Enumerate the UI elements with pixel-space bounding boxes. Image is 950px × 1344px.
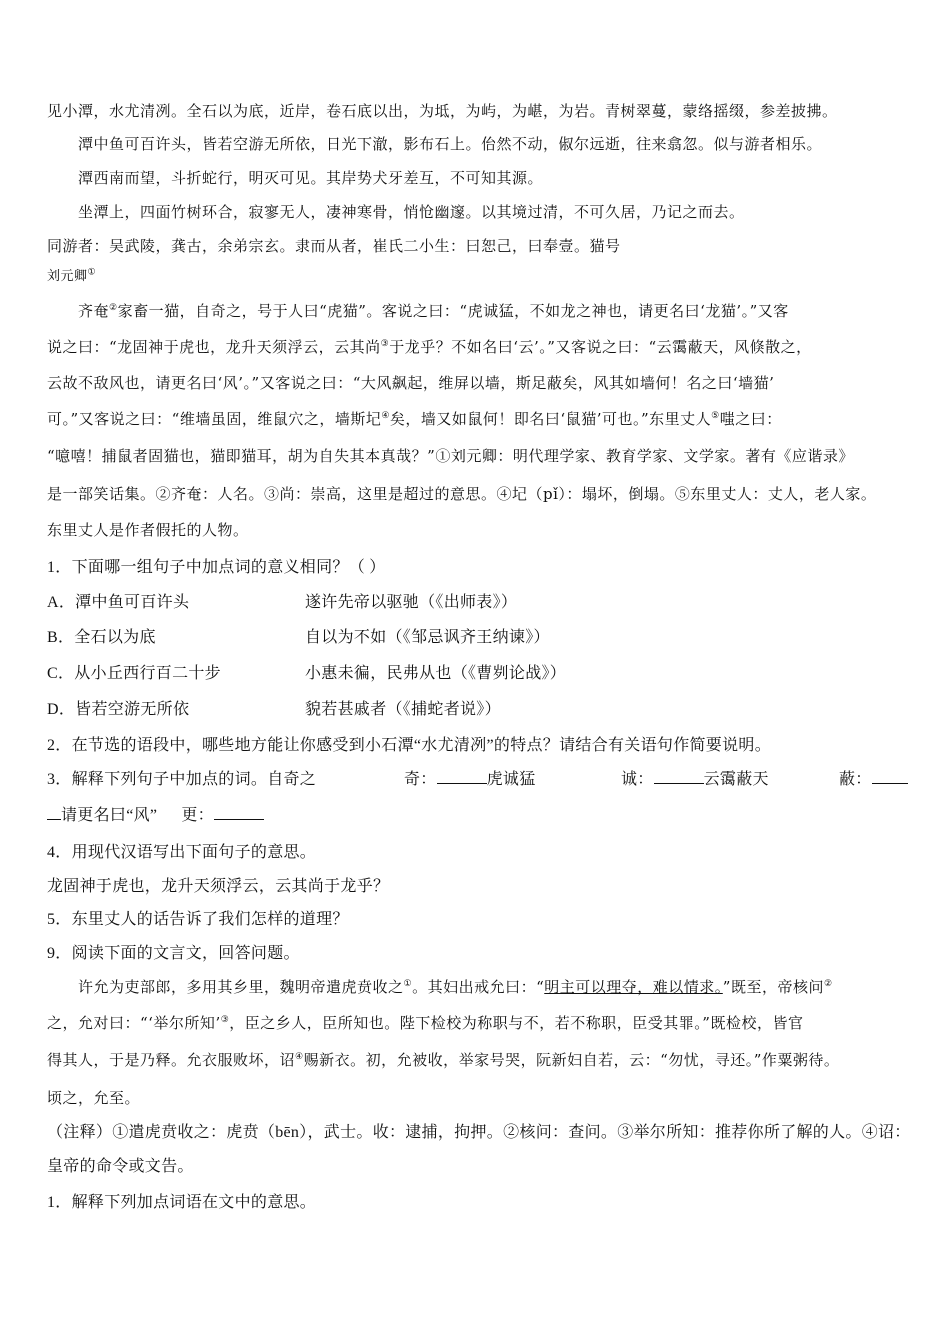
- option-c: [47, 663, 909, 685]
- footnote-mark: ⑤: [711, 411, 720, 421]
- passage3-line: 顷之，允至。: [47, 1089, 141, 1107]
- footnote-mark: ③: [220, 1015, 230, 1025]
- footnote-mark: ④: [295, 1052, 304, 1062]
- answer-blank[interactable]: [654, 769, 704, 784]
- answer-blank[interactable]: [437, 769, 487, 784]
- option-right: 遂许先帝以驱驰（《出师表》）: [305, 594, 518, 611]
- passage2-line: [78, 300, 909, 322]
- passage1-line: 同游者：吴武陵，龚古，余弟宗玄。隶而从者，崔氏二小生：曰恕己，曰奉壹。猫号: [47, 237, 621, 255]
- option-b: [47, 627, 909, 649]
- underlined-sentence: 明主可以理夺，难以情求。: [544, 978, 723, 996]
- text-span: 奇：: [404, 771, 437, 788]
- author-name: 刘元卿: [47, 269, 88, 284]
- text-span: 齐奄: [78, 302, 110, 320]
- text-span: 请更名曰“风”: [61, 807, 158, 824]
- text-span: 赐新衣。初，允被收，举家号哭，阮新妇自若，云：“勿忧，寻还。”作粟粥待。: [303, 1051, 840, 1069]
- answer-blank[interactable]: [47, 805, 61, 820]
- passage2-line: [47, 408, 909, 430]
- answer-blank[interactable]: [214, 805, 264, 820]
- footnote-mark: ②: [109, 303, 118, 313]
- option-a: [47, 592, 909, 614]
- option-left: A．潭中鱼可百许头: [47, 594, 190, 611]
- passage1-line: 坐潭上，四面竹树环合，寂寥无人，凄神寒骨，悄怆幽邃。以其境过清，不可久居，乃记之而去。: [78, 203, 745, 221]
- text-span: ，臣之乡人，臣所知也。陛下检校为称职与不，若不称职，臣受其罪。”既检校，皆官: [229, 1014, 804, 1032]
- footnote-mark: ④: [381, 411, 390, 421]
- question-2: 2．在节选的语段中，哪些地方能让你感受到小石潭“水尤清冽”的特点？请结合有关语句作简要说明。: [47, 737, 772, 754]
- passage3-line: [47, 1049, 909, 1071]
- footnote-mark: ②: [823, 979, 833, 989]
- footnote-mark: ①: [87, 267, 97, 278]
- footnote-mark: ①: [403, 979, 413, 989]
- passage3-line: [78, 976, 909, 998]
- text-span: 之，允对曰：“‘举尔所知’: [47, 1014, 221, 1032]
- text-span: 家畜一猫，自奇之，号于人曰“虎猫”。客说之曰：“虎诚猛，不如龙之神也，请更名曰‘龙猫’。”又客: [117, 302, 789, 320]
- option-left: C．从小丘西行百二十步: [47, 665, 221, 682]
- option-right: 小惠未徧，民弗从也（《曹刿论战》）: [305, 665, 567, 682]
- question-4: 4．用现代汉语写出下面句子的意思。: [47, 844, 317, 861]
- text-span: 矣，墙又如鼠何！即名曰‘鼠猫’可也。”东里丈人: [389, 410, 712, 428]
- passage2-line: 云故不敌风也，请更名曰‘风’。”又客说之曰：“大风飙起，维屏以墙，斯足蔽矣，风其如墙何！名之曰‘墙猫’: [47, 374, 775, 392]
- text-span: 于龙乎？不如名曰‘云’。”又客说之曰：“云霭蔽天，风倏散之，: [389, 338, 812, 356]
- text-span: 更：: [181, 807, 214, 824]
- text-span: 3．解释下列句子中加点的词。自奇之: [47, 771, 317, 788]
- answer-blank[interactable]: [872, 769, 908, 784]
- section-9-question-1: 1．解释下列加点词语在文中的意思。: [47, 1194, 317, 1211]
- passage3-line: [47, 1012, 909, 1034]
- question-4-sentence: 龙固神于虎也，龙升天须浮云，云其尚于龙乎？: [47, 878, 390, 895]
- passage1-line: 潭西南而望，斗折蛇行，明灭可见。其岸势犬牙差互，不可知其源。: [78, 169, 544, 187]
- text-span: 说之曰：“龙固神于虎也，龙升天须浮云，云其尚: [47, 338, 381, 356]
- passage2-line: “噫嘻！捕鼠者固猫也，猫即猫耳，胡为自失其本真哉？”①刘元卿：明代理学家、教育学家、文学家。著有《应谐录》: [47, 447, 854, 465]
- footnote-mark: ③: [380, 339, 390, 349]
- text-span: 虎诚猛: [486, 771, 536, 788]
- text-span: 嗤之曰：: [719, 410, 782, 428]
- section-9-title: 9．阅读下面的文言文，回答问题。: [47, 945, 300, 962]
- text-span: 蔽：: [839, 771, 872, 788]
- author-line: [47, 266, 909, 288]
- option-left: B．全石以为底: [47, 629, 156, 646]
- option-left: D．皆若空游无所依: [47, 701, 190, 718]
- text-span: 。其妇出戒允曰：“: [412, 978, 545, 996]
- option-d: [47, 699, 909, 721]
- question-1: 1．下面哪一组句子中加点词的意义相同？（ ）: [47, 559, 386, 576]
- text-span: 得其人，于是乃释。允衣服败坏，诏: [47, 1051, 296, 1069]
- question-3: [47, 769, 909, 791]
- text-span: 诚：: [621, 771, 654, 788]
- text-span: ”既至，帝核问: [722, 978, 824, 996]
- text-span: 可。”又客说之曰：“维墙虽固，维鼠穴之，墙斯圮: [47, 410, 382, 428]
- passage2-line: 是一部笑话集。②齐奄：人名。③尚：崇高，这里是超过的意思。④圮（pǐ）：塌坏，倒塌。⑤东里丈人：丈人，老人家。: [47, 485, 877, 503]
- annotation-line: （注释）①遣虎贲收之：虎贲（bēn），武士。收：逮捕，拘押。②核问：查问。③举尔所知：推荐你所了解的人。④诏：: [47, 1124, 911, 1141]
- passage2-line: 东里丈人是作者假托的人物。: [47, 521, 249, 539]
- annotation-line: 皇帝的命令或文告。: [47, 1158, 194, 1175]
- passage2-line: [47, 336, 909, 358]
- passage1-line: 潭中鱼可百许头，皆若空游无所依，日光下澈，影布石上。佁然不动，俶尔远逝，往来翕忽。似与游者相乐。: [78, 135, 823, 153]
- option-right: 自以为不如（《邹忌讽齐王纳谏》）: [305, 629, 550, 646]
- passage1-line: 见小潭，水尤清冽。全石以为底，近岸，卷石底以出，为坻，为屿，为嵁，为岩。青树翠蔓，蒙络摇缀，参差披拂。: [47, 102, 838, 120]
- text-span: 云霭蔽天: [703, 771, 769, 788]
- text-span: 许允为吏部郎，多用其乡里，魏明帝遣虎贲收之: [78, 978, 404, 996]
- option-right: 貌若甚戚者（《捕蛇者说》）: [305, 701, 501, 718]
- question-5: 5．东里丈人的话告诉了我们怎样的道理？: [47, 911, 349, 928]
- question-3-cont: [47, 805, 909, 827]
